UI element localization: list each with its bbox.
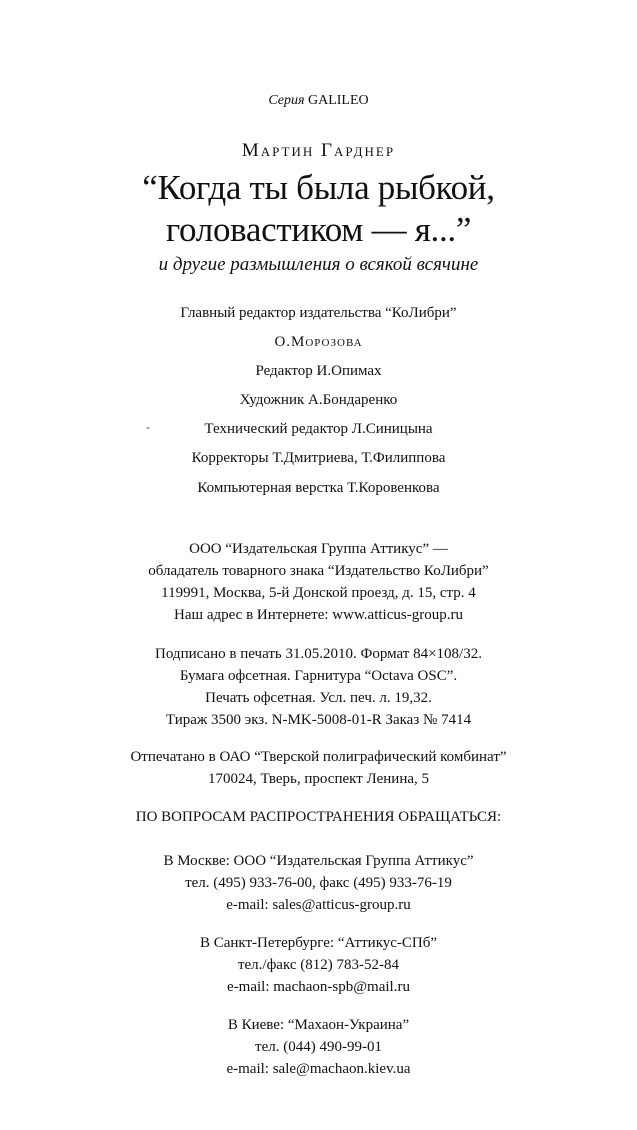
- printer-line: Отпечатано в ОАО “Тверской полиграфический комбинат”: [130, 749, 507, 765]
- series-name: GALILEO: [308, 93, 369, 108]
- print-info-line: Бумага офсетная. Гарнитура “Octava OSC”.: [179, 668, 458, 684]
- series-label: Серия: [268, 93, 305, 108]
- staff-line: О.Морозова: [274, 334, 363, 350]
- spb-contact-line: e-mail: machaon-spb@mail.ru: [227, 979, 410, 995]
- staff-line: Технический редактор Л.Синицына: [204, 421, 433, 437]
- moscow-contact-line: e-mail: sales@atticus-group.ru: [226, 897, 411, 913]
- print-info-line: Подписано в печать 31.05.2010. Формат 84×108/32.: [155, 646, 482, 662]
- author-name: Мартин Гарднер: [241, 140, 396, 161]
- publisher-line: Наш адрес в Интернете: www.atticus-group.ru: [174, 607, 463, 623]
- spb-contact-line: В Санкт-Петербурге: “Аттикус-СПб”: [199, 935, 438, 951]
- staff-line: Главный редактор издательства “КоЛибри”: [180, 305, 457, 321]
- stray-dash-mark: -: [146, 420, 150, 434]
- staff-line: Художник А.Бондаренко: [239, 392, 398, 408]
- publisher-line: ООО “Издательская Группа Аттикус” —: [189, 541, 448, 557]
- series-line: [0, 92, 637, 110]
- staff-line: Редактор И.Опимах: [255, 363, 382, 379]
- book-subtitle: и другие размышления о всякой всячине: [158, 254, 479, 275]
- kiev-contact-line: тел. (044) 490-99-01: [255, 1039, 382, 1055]
- spb-contact-line: тел./факс (812) 783-52-84: [237, 957, 400, 973]
- moscow-contact-line: В Москве: ООО “Издательская Группа Аттикус”: [163, 853, 474, 869]
- kiev-contact-line: В Киеве: “Махаон-Украина”: [227, 1017, 410, 1033]
- staff-line: Компьютерная верстка Т.Коровенкова: [197, 480, 440, 496]
- publisher-line: обладатель товарного знака “Издательство КоЛибри”: [148, 563, 489, 579]
- print-info-line: Тираж 3500 экз. N-MK-5008-01-R Заказ № 7414: [165, 712, 472, 728]
- book-title-line-1: “Когда ты была рыбкой,: [142, 168, 495, 207]
- printer-line: 170024, Тверь, проспект Ленина, 5: [207, 771, 429, 787]
- publisher-line: 119991, Москва, 5-й Донской проезд, д. 15, стр. 4: [161, 585, 476, 601]
- moscow-contact-line: тел. (495) 933-76-00, факс (495) 933-76-19: [185, 875, 452, 891]
- print-info-line: Печать офсетная. Усл. печ. л. 19,32.: [205, 690, 432, 706]
- staff-line: Корректоры Т.Дмитриева, Т.Филиппова: [191, 450, 446, 466]
- book-title-line-2: головастиком — я...”: [165, 210, 472, 249]
- kiev-contact-line: e-mail: sale@machaon.kiev.ua: [226, 1061, 411, 1077]
- distribution-heading: ПО ВОПРОСАМ РАСПРОСТРАНЕНИЯ ОБРАЩАТЬСЯ:: [135, 809, 502, 825]
